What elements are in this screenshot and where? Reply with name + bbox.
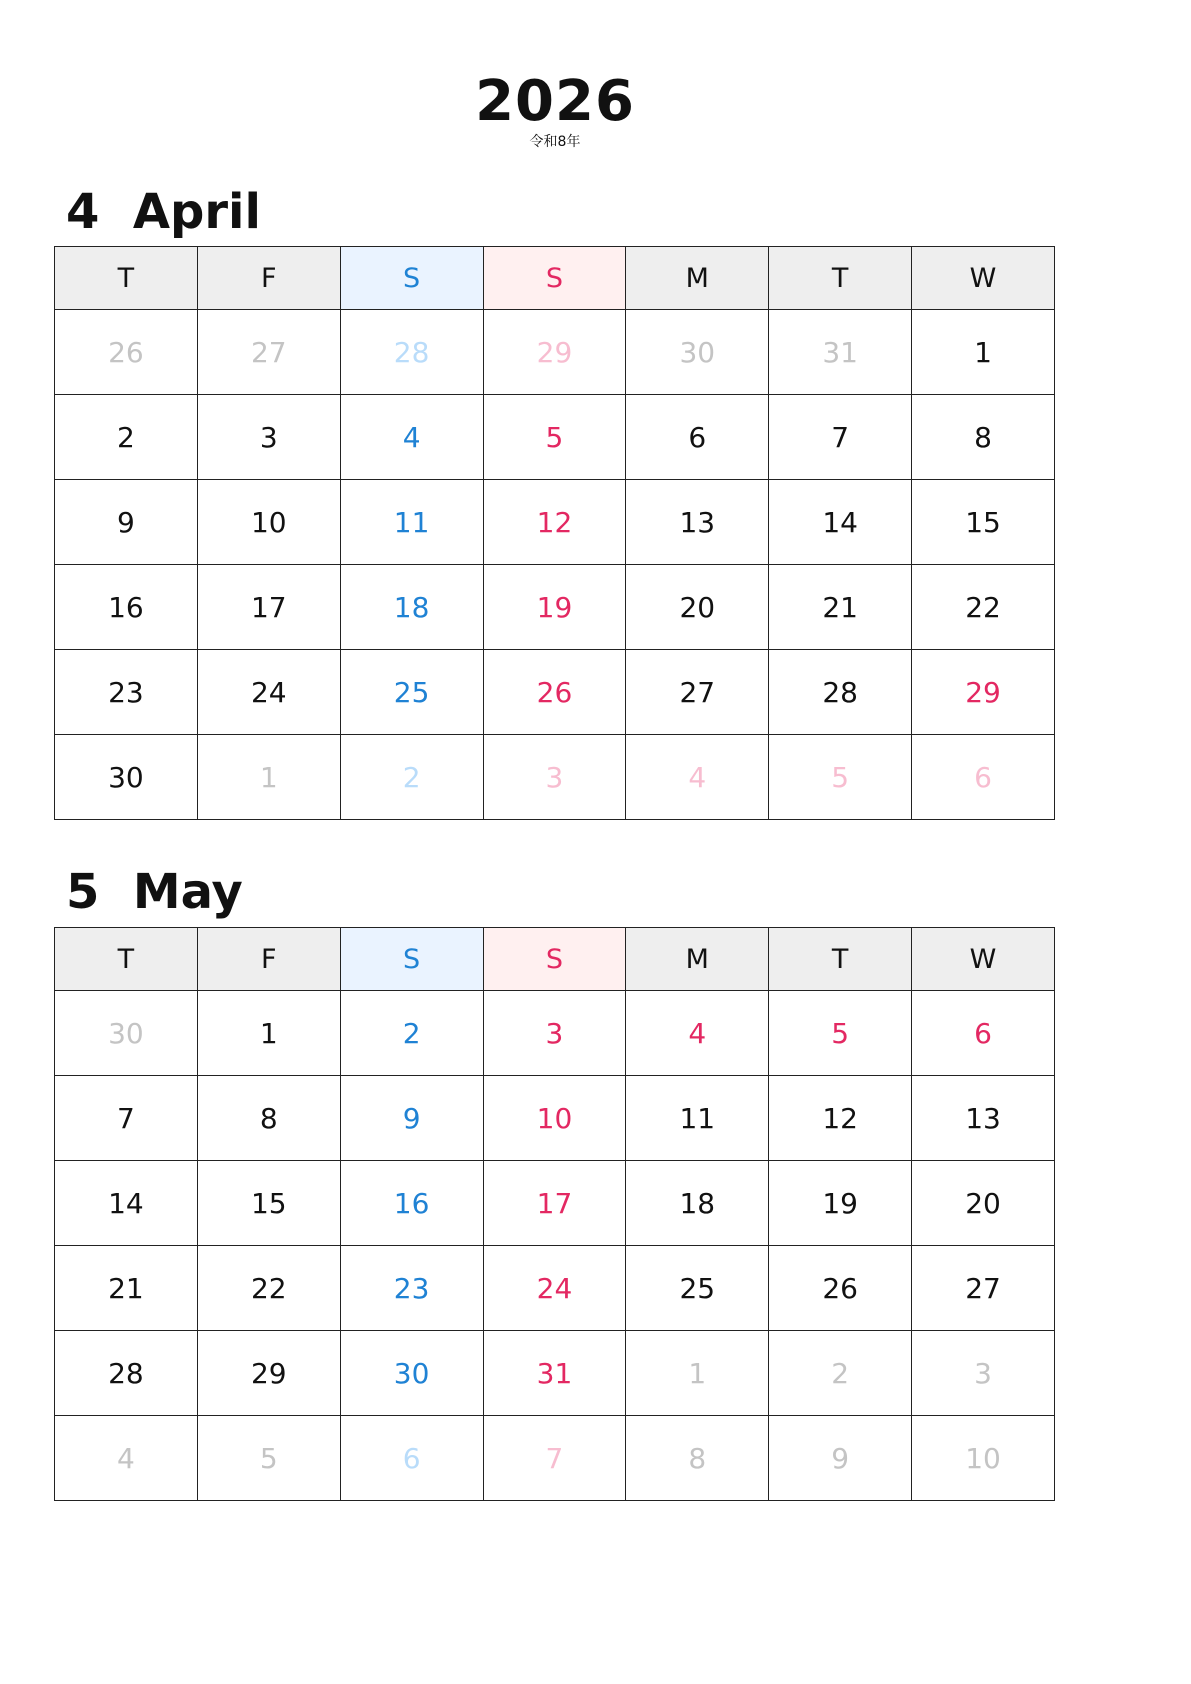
adjacent-month-day-cell: 1 bbox=[626, 1331, 769, 1416]
day-cell: 10 bbox=[197, 480, 340, 565]
adjacent-month-day-cell: 4 bbox=[55, 1416, 198, 1501]
day-cell: 4 bbox=[626, 991, 769, 1076]
day-cell: 12 bbox=[769, 1076, 912, 1161]
day-cell: 26 bbox=[769, 1246, 912, 1331]
adjacent-month-day-cell: 10 bbox=[912, 1416, 1055, 1501]
weekday-header: M bbox=[626, 247, 769, 310]
week-rows bbox=[55, 310, 1055, 820]
day-cell: 7 bbox=[55, 1076, 198, 1161]
weekday-header: T bbox=[55, 928, 198, 991]
week-row bbox=[55, 735, 1055, 820]
week-row bbox=[55, 1331, 1055, 1416]
adjacent-month-day-cell: 3 bbox=[912, 1331, 1055, 1416]
adjacent-month-day-cell: 5 bbox=[769, 735, 912, 820]
adjacent-month-day-cell: 3 bbox=[483, 735, 626, 820]
adjacent-month-day-cell: 6 bbox=[340, 1416, 483, 1501]
day-cell: 16 bbox=[340, 1161, 483, 1246]
adjacent-month-day-cell: 5 bbox=[197, 1416, 340, 1501]
adjacent-month-day-cell: 2 bbox=[769, 1331, 912, 1416]
month-title-april bbox=[66, 184, 261, 240]
day-cell: 30 bbox=[340, 1331, 483, 1416]
weekday-header: T bbox=[769, 928, 912, 991]
weekday-header-row bbox=[55, 928, 1055, 991]
weekday-header: T bbox=[769, 247, 912, 310]
day-cell: 28 bbox=[55, 1331, 198, 1416]
day-cell: 13 bbox=[912, 1076, 1055, 1161]
day-cell: 23 bbox=[55, 650, 198, 735]
day-cell: 28 bbox=[769, 650, 912, 735]
weekday-header: M bbox=[626, 928, 769, 991]
day-cell: 22 bbox=[912, 565, 1055, 650]
day-cell: 14 bbox=[55, 1161, 198, 1246]
adjacent-month-day-cell: 26 bbox=[55, 310, 198, 395]
day-cell: 27 bbox=[912, 1246, 1055, 1331]
calendar-grid-may bbox=[54, 927, 1055, 1501]
day-cell: 3 bbox=[483, 991, 626, 1076]
day-cell: 13 bbox=[626, 480, 769, 565]
day-cell: 11 bbox=[626, 1076, 769, 1161]
day-cell: 19 bbox=[769, 1161, 912, 1246]
week-row bbox=[55, 650, 1055, 735]
calendar-grid-april bbox=[54, 246, 1055, 820]
day-cell: 31 bbox=[483, 1331, 626, 1416]
adjacent-month-day-cell: 4 bbox=[626, 735, 769, 820]
day-cell: 11 bbox=[340, 480, 483, 565]
week-row bbox=[55, 1161, 1055, 1246]
era-subtitle: 令和8年 bbox=[529, 134, 581, 150]
day-cell: 19 bbox=[483, 565, 626, 650]
day-cell: 5 bbox=[769, 991, 912, 1076]
year-title: 2026 bbox=[475, 69, 635, 134]
adjacent-month-day-cell: 6 bbox=[912, 735, 1055, 820]
day-cell: 17 bbox=[197, 565, 340, 650]
day-cell: 1 bbox=[912, 310, 1055, 395]
weekday-header-row bbox=[55, 247, 1055, 310]
day-cell: 8 bbox=[912, 395, 1055, 480]
weekday-header: F bbox=[197, 928, 340, 991]
weekday-header: T bbox=[55, 247, 198, 310]
day-cell: 20 bbox=[912, 1161, 1055, 1246]
day-cell: 10 bbox=[483, 1076, 626, 1161]
day-cell: 2 bbox=[55, 395, 198, 480]
day-cell: 9 bbox=[340, 1076, 483, 1161]
adjacent-month-day-cell: 28 bbox=[340, 310, 483, 395]
day-cell: 24 bbox=[483, 1246, 626, 1331]
adjacent-month-day-cell: 29 bbox=[483, 310, 626, 395]
day-cell: 6 bbox=[912, 991, 1055, 1076]
month-number: 5 bbox=[66, 864, 100, 920]
day-cell: 15 bbox=[197, 1161, 340, 1246]
week-row bbox=[55, 310, 1055, 395]
day-cell: 29 bbox=[912, 650, 1055, 735]
day-cell: 17 bbox=[483, 1161, 626, 1246]
weekday-header: W bbox=[912, 928, 1055, 991]
weekday-header: F bbox=[197, 247, 340, 310]
day-cell: 20 bbox=[626, 565, 769, 650]
day-cell: 9 bbox=[55, 480, 198, 565]
day-cell: 25 bbox=[340, 650, 483, 735]
week-row bbox=[55, 1246, 1055, 1331]
weekday-header-saturday: S bbox=[340, 928, 483, 991]
day-cell: 22 bbox=[197, 1246, 340, 1331]
day-cell: 29 bbox=[197, 1331, 340, 1416]
day-cell: 18 bbox=[626, 1161, 769, 1246]
day-cell: 18 bbox=[340, 565, 483, 650]
day-cell: 21 bbox=[769, 565, 912, 650]
month-title-may bbox=[66, 864, 243, 920]
month-number: 4 bbox=[66, 184, 100, 240]
adjacent-month-day-cell: 30 bbox=[55, 991, 198, 1076]
day-cell: 4 bbox=[340, 395, 483, 480]
day-cell: 2 bbox=[340, 991, 483, 1076]
day-cell: 30 bbox=[55, 735, 198, 820]
adjacent-month-day-cell: 31 bbox=[769, 310, 912, 395]
weekday-header: W bbox=[912, 247, 1055, 310]
day-cell: 27 bbox=[626, 650, 769, 735]
week-rows bbox=[55, 991, 1055, 1501]
month-name: April bbox=[132, 184, 261, 240]
day-cell: 3 bbox=[197, 395, 340, 480]
adjacent-month-day-cell: 2 bbox=[340, 735, 483, 820]
weekday-header-sunday: S bbox=[483, 928, 626, 991]
day-cell: 5 bbox=[483, 395, 626, 480]
day-cell: 6 bbox=[626, 395, 769, 480]
day-cell: 1 bbox=[197, 991, 340, 1076]
day-cell: 23 bbox=[340, 1246, 483, 1331]
day-cell: 16 bbox=[55, 565, 198, 650]
week-row bbox=[55, 565, 1055, 650]
week-row bbox=[55, 480, 1055, 565]
day-cell: 15 bbox=[912, 480, 1055, 565]
week-row bbox=[55, 395, 1055, 480]
weekday-header-saturday: S bbox=[340, 247, 483, 310]
day-cell: 12 bbox=[483, 480, 626, 565]
day-cell: 25 bbox=[626, 1246, 769, 1331]
week-row bbox=[55, 1416, 1055, 1501]
day-cell: 26 bbox=[483, 650, 626, 735]
month-name: May bbox=[132, 864, 243, 920]
day-cell: 24 bbox=[197, 650, 340, 735]
day-cell: 7 bbox=[769, 395, 912, 480]
day-cell: 14 bbox=[769, 480, 912, 565]
adjacent-month-day-cell: 30 bbox=[626, 310, 769, 395]
week-row bbox=[55, 1076, 1055, 1161]
weekday-header-sunday: S bbox=[483, 247, 626, 310]
adjacent-month-day-cell: 9 bbox=[769, 1416, 912, 1501]
day-cell: 21 bbox=[55, 1246, 198, 1331]
adjacent-month-day-cell: 1 bbox=[197, 735, 340, 820]
week-row bbox=[55, 991, 1055, 1076]
adjacent-month-day-cell: 7 bbox=[483, 1416, 626, 1501]
day-cell: 8 bbox=[197, 1076, 340, 1161]
adjacent-month-day-cell: 8 bbox=[626, 1416, 769, 1501]
adjacent-month-day-cell: 27 bbox=[197, 310, 340, 395]
